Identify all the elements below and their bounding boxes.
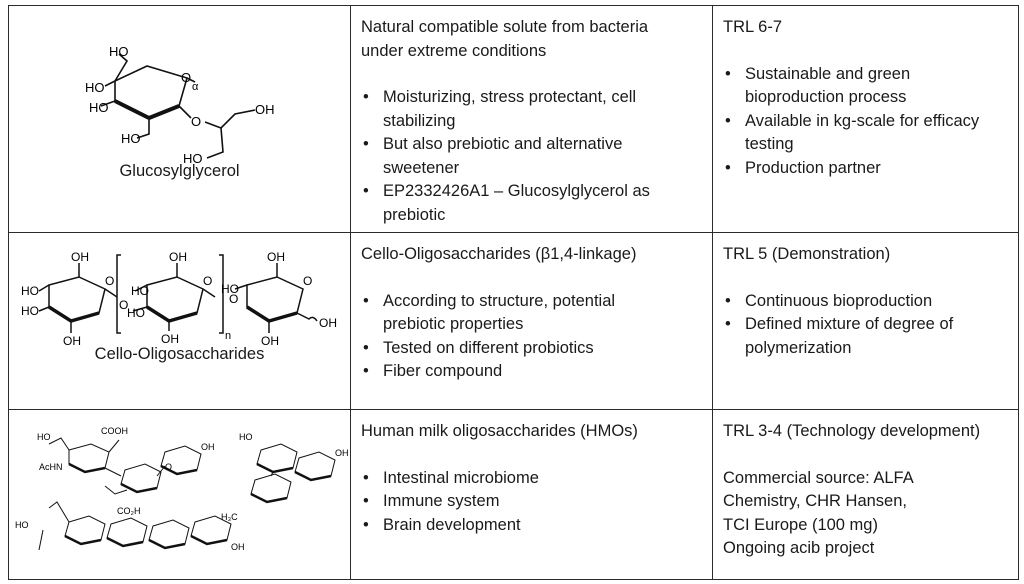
atom-label: OH <box>267 250 285 264</box>
bullet-line: stabilizing <box>383 111 456 130</box>
trl-heading: TRL 6-7 <box>723 18 782 36</box>
bullet-item <box>723 110 1008 157</box>
structure-cell <box>9 6 351 233</box>
atom-label: OH <box>71 250 89 264</box>
atom-label: HO <box>21 304 39 318</box>
description-heading: Human milk oligosaccharides (HMOs) <box>361 422 638 440</box>
status-bullets <box>723 63 1008 181</box>
status-line: Chemistry, CHR Hansen, <box>723 492 907 510</box>
status-cell <box>713 233 1019 410</box>
trl-heading: TRL 3-4 (Technology development) <box>723 422 981 440</box>
atom-label: O <box>165 462 173 472</box>
bullet-line: Defined mixture of degree of <box>745 315 954 333</box>
atom-label: HO <box>131 284 149 298</box>
table-row-glucosylglycerol <box>9 6 1019 233</box>
compound-table <box>8 5 1019 580</box>
heading-line: under extreme conditions <box>361 41 547 60</box>
atom-label: CO₂H <box>117 506 141 516</box>
bullet-item <box>723 313 1008 360</box>
atom-label: O <box>105 274 115 288</box>
atom-label: O <box>191 114 202 129</box>
atom-label: OH <box>161 332 179 346</box>
bullet-line: According to structure, potential <box>383 291 616 310</box>
structure-cell <box>9 410 351 580</box>
bullet-line: Immune system <box>383 492 500 510</box>
bullet-line: prebiotic <box>383 205 446 224</box>
hmo-structures <box>9 410 351 580</box>
bullet-line: Moisturizing, stress protectant, cell <box>383 88 637 106</box>
bullet-item <box>361 180 702 227</box>
bullet-item <box>361 490 702 514</box>
status-line: TCI Europe (100 mg) <box>723 515 878 534</box>
atom-label: HO <box>221 282 239 296</box>
description-cell <box>351 6 713 233</box>
atom-label: O <box>181 70 192 85</box>
bullet-line: Intestinal microbiome <box>383 468 539 487</box>
structure-cell <box>9 233 351 410</box>
bullet-item <box>361 467 702 491</box>
bullet-item <box>361 86 702 133</box>
atom-label: HO <box>183 151 203 166</box>
bullet-line: Continuous bioproduction <box>745 291 933 310</box>
bullet-line: Brain development <box>383 515 521 534</box>
atom-label: OH <box>169 250 187 264</box>
atom-label: OH <box>231 542 245 552</box>
description-heading: Cello-Oligosaccharides (β1,4-linkage) <box>361 245 637 263</box>
bullet-item <box>723 63 1008 110</box>
cello-oligosaccharides-structure <box>9 233 351 410</box>
atom-label: n <box>225 330 232 342</box>
atom-label: O <box>303 274 313 288</box>
atom-label: HO <box>121 131 141 146</box>
bullet-item <box>361 133 702 180</box>
heading-line: Natural compatible solute from bacteria <box>361 18 649 36</box>
table-row-cello-oligosaccharides <box>9 233 1019 410</box>
trl-heading: TRL 5 (Demonstration) <box>723 245 891 263</box>
bullet-line: bioproduction process <box>745 88 907 106</box>
compound-name: Cello-Oligosaccharides <box>94 345 265 363</box>
atom-label: α <box>192 81 199 93</box>
atom-label: OH <box>255 102 275 117</box>
bullet-line: prebiotic properties <box>383 315 524 333</box>
bullet-item <box>361 360 702 384</box>
atom-label: OH <box>261 334 279 348</box>
bullet-item <box>361 290 702 337</box>
atom-label: HO <box>89 100 109 115</box>
atom-label: HO <box>85 80 105 95</box>
bullet-line: But also prebiotic and alternative <box>383 135 623 153</box>
description-cell <box>351 233 713 410</box>
bullet-item <box>361 514 702 538</box>
bullet-line: sweetener <box>383 158 460 177</box>
glucosylglycerol-structure <box>9 6 351 233</box>
description-bullets <box>361 290 702 384</box>
bullet-line: testing <box>745 135 794 153</box>
bullet-line: Sustainable and green <box>745 64 911 83</box>
atom-label: OH <box>201 442 215 452</box>
atom-label: O <box>229 292 239 306</box>
description-heading <box>361 16 702 63</box>
bullet-line: Available in kg-scale for efficacy <box>745 111 980 130</box>
status-cell <box>713 6 1019 233</box>
table-row-hmos <box>9 410 1019 580</box>
bullet-item <box>723 157 1008 181</box>
atom-label: O <box>203 274 213 288</box>
bullet-line: EP2332426A1 – Glucosylglycerol as <box>383 182 650 200</box>
status-line: Commercial source: ALFA <box>723 468 914 487</box>
atom-label: O <box>119 298 129 312</box>
bullet-line: Production partner <box>745 158 881 177</box>
atom-label: HO <box>127 306 145 320</box>
atom-label: AcHN <box>39 462 63 472</box>
description-bullets <box>361 86 702 227</box>
atom-label: HO <box>15 520 29 530</box>
description-bullets <box>361 467 702 538</box>
atom-label: OH <box>63 334 81 348</box>
bullet-line: Tested on different probiotics <box>383 338 594 357</box>
bullet-item <box>723 290 1008 314</box>
status-cell <box>713 410 1019 580</box>
atom-label: HO <box>21 284 39 298</box>
atom-label: COOH <box>101 426 128 436</box>
description-cell <box>351 410 713 580</box>
bullet-line: polymerization <box>745 338 852 357</box>
atom-label: HO <box>37 432 51 442</box>
status-line: Ongoing acib project <box>723 539 875 557</box>
bullet-item <box>361 337 702 361</box>
compound-name: Glucosylglycerol <box>119 162 240 180</box>
status-bullets <box>723 290 1008 361</box>
atom-label: OH <box>319 316 337 330</box>
bullet-line: Fiber compound <box>383 362 503 380</box>
atom-label: OH <box>335 448 349 458</box>
atom-label: HO <box>239 432 253 442</box>
atom-label: H₃C <box>221 512 238 522</box>
atom-label: HO <box>109 44 129 59</box>
